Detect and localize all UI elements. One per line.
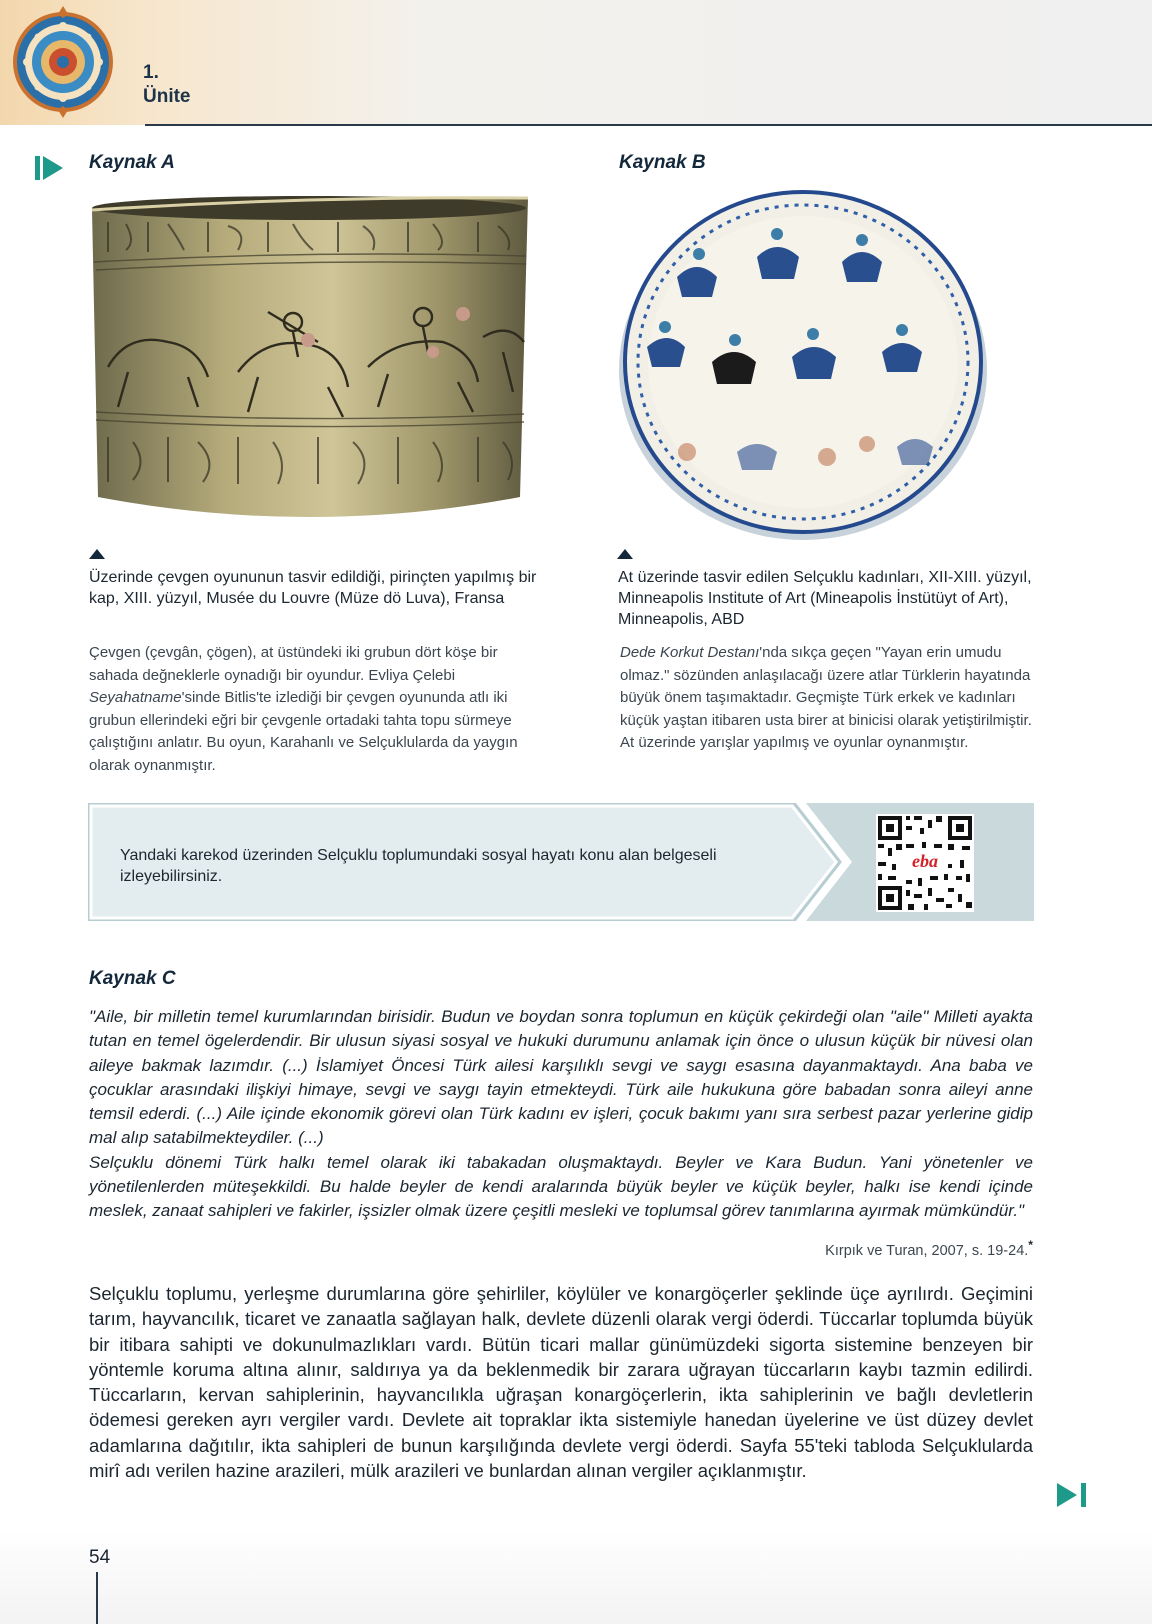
brass-vessel-image [88, 192, 530, 542]
main-body-paragraph: Selçuklu toplumu, yerleşme durumlarına göre şehirliler, köylüler ve konargöçerler şeklinde üçe ayrılırdı. Geçimini tarım, hayvancılık, ticaret ve zanaatla sağlayan halk, devlete düzenli olarak vergi öderdi. Tüccarlar toplumda büyük bir itibara sahipti ve dokunulmazlıkları vardı. Bütün ticari mallar günümüzdeki sigorta sistemine benzeyen bir yöntemle koruma altına alınır, saldırıya ya da beklenmedik bir zarara uğrayan tüccarların kaybı tazmin edilirdi. Tüccarların, kervan sahiplerinin, hayvancılıkla uğraşan konargöçerlerin, ikta sahiplerinin ve bağlı devletlerin ödemesi gereken ayrı vergiler vardı. Devlete ait topraklar ikta sistemiyle hanedan üyelerine ve üst düzey devlet adamlarına dağıtılır, ikta sahipleri de bunun karşılığında devlete vergi öderdi. Sayfa 55'teki tabloda Selçuklularda mirî adı verilen hazine arazileri, mülk arazileri ve bunlardan alınan vergiler açıklanmıştır. [89, 1283, 1033, 1482]
source-b-desc-italic: Dede Korkut Destanı [620, 644, 760, 661]
unit-name: Ünite [143, 86, 191, 107]
source-c-paragraph-1: "Aile, bir milletin temel kurumlarından birisidir. Budun ve boydan sonra toplumun en küçük çekirdeği olan "aile" Milleti ayakta tutan en temel ögelerdendir. Bir ulusun siyasi sosyal ve hukuki durumunu anlamak için önce o ulusun küçük bir nüvesi olan aileye bakmak lazımdır. (...) İslamiyet Öncesi Türk ailesi karşılıklı sevgi ve saygı esasına dayanmaktaydı. Ana baba ve çocuklar arasındaki ilişkiyi himaye, sevgi ve saygı tayin etmekteydi. Türk aile hukukuna göre babadan sonra aileyi anne temsil ederdi. (...) Aile içinde ekonomik görevi olan Türk kadını ev işleri, çocuk bakımı yanı sıra serbest pazar yerlerine gidip mal alıp satabilmekteydiler. (...) [89, 1007, 1033, 1148]
unit-number: 1. [143, 62, 159, 83]
source-b-caption: At üzerinde tasvir edilen Selçuklu kadınları, XII-XIII. yüzyıl, Minneapolis Institute of Art (Mineapolis İnstütüyt of Art), Minneapolis, ABD [618, 569, 1032, 628]
caption-b-pointer-icon [617, 549, 633, 559]
section-end-icon [1055, 1482, 1087, 1508]
footer-band [0, 1530, 1152, 1624]
caption-a-pointer-icon [89, 549, 105, 559]
ornament-emblem-icon [8, 4, 118, 120]
page-number: 54 [89, 1547, 111, 1568]
source-a-description [89, 642, 537, 777]
source-a-desc-italic: Seyahatname [89, 689, 182, 706]
source-c-quote [89, 1005, 1033, 1224]
eba-logo-text: eba [912, 851, 938, 871]
page-number-rule [96, 1572, 98, 1624]
citation-text: Kırpık ve Turan, 2007, s. 19-24. [825, 1242, 1029, 1259]
citation-mark: * [1028, 1238, 1033, 1252]
source-b-title: Kaynak B [619, 152, 706, 173]
source-a-caption: Üzerinde çevgen oyununun tasvir edildiği, pirinçten yapılmış bir kap, XIII. yüzyıl, Musée du Louvre (Müze dö Luva), Fransa [89, 569, 537, 607]
source-b-desc-part-1: 'nda sıkça geçen "Yayan erin umudu olmaz." sözünden anlaşılacağı üzere atlar Türklerin hayatında büyük önem taşımaktadır. Geçmişte Türk erkek ve kadınları küçük yaştan itibaren usta birer at binicisi olarak yetiştirilmiştir. At üzerinde yarışlar yapılmış ve oyunlar oynanmıştır. [620, 644, 1032, 751]
header-rule [145, 124, 1152, 126]
source-c-paragraph-2: Selçuklu dönemi Türk halkı temel olarak iki tabakadan oluşmaktaydı. Beyler ve Kara Budun. Yani yönetenler ve yönetilenlerden müteşekkildi. Bu halde beyler de kendi aralarında büyük beyler ve küçük beyler, halkı ise kendi içinde meslek, zanaat sahipleri ve fakirler, işsizler olmak üzere çeşitli mesleki ve toplumsal görev tanımlarına ayırmak mümkündür." [89, 1152, 1033, 1221]
source-c-citation [825, 1238, 1033, 1259]
ceramic-bowl-image [617, 182, 995, 542]
source-c-title: Kaynak C [89, 968, 176, 989]
qr-info-text: Yandaki karekod üzerinden Selçuklu toplumundaki sosyal hayatı konu alan belgeseli izleyebilirsiniz. [120, 847, 717, 885]
source-a-desc-part-1: Çevgen (çevgân, çögen), at üstündeki iki grubun dört köşe bir sahada değneklerle oynadığı bir oyundur. Evliya Çelebi [89, 644, 498, 684]
qr-code-icon[interactable] [876, 814, 974, 912]
section-start-icon [35, 155, 67, 181]
source-a-desc-part-2: 'sinde Bitlis'te izlediği bir çevgen oyununda atlı iki grubun ellerindeki eğri bir çevgenle ortadaki tahta topu sürmeye çalıştığını anlatır. Bu oyun, Karahanlı ve Selçuklularda da yaygın olarak oynanmıştır. [89, 689, 518, 774]
source-b-description [620, 642, 1034, 755]
source-a-title: Kaynak A [89, 152, 175, 173]
